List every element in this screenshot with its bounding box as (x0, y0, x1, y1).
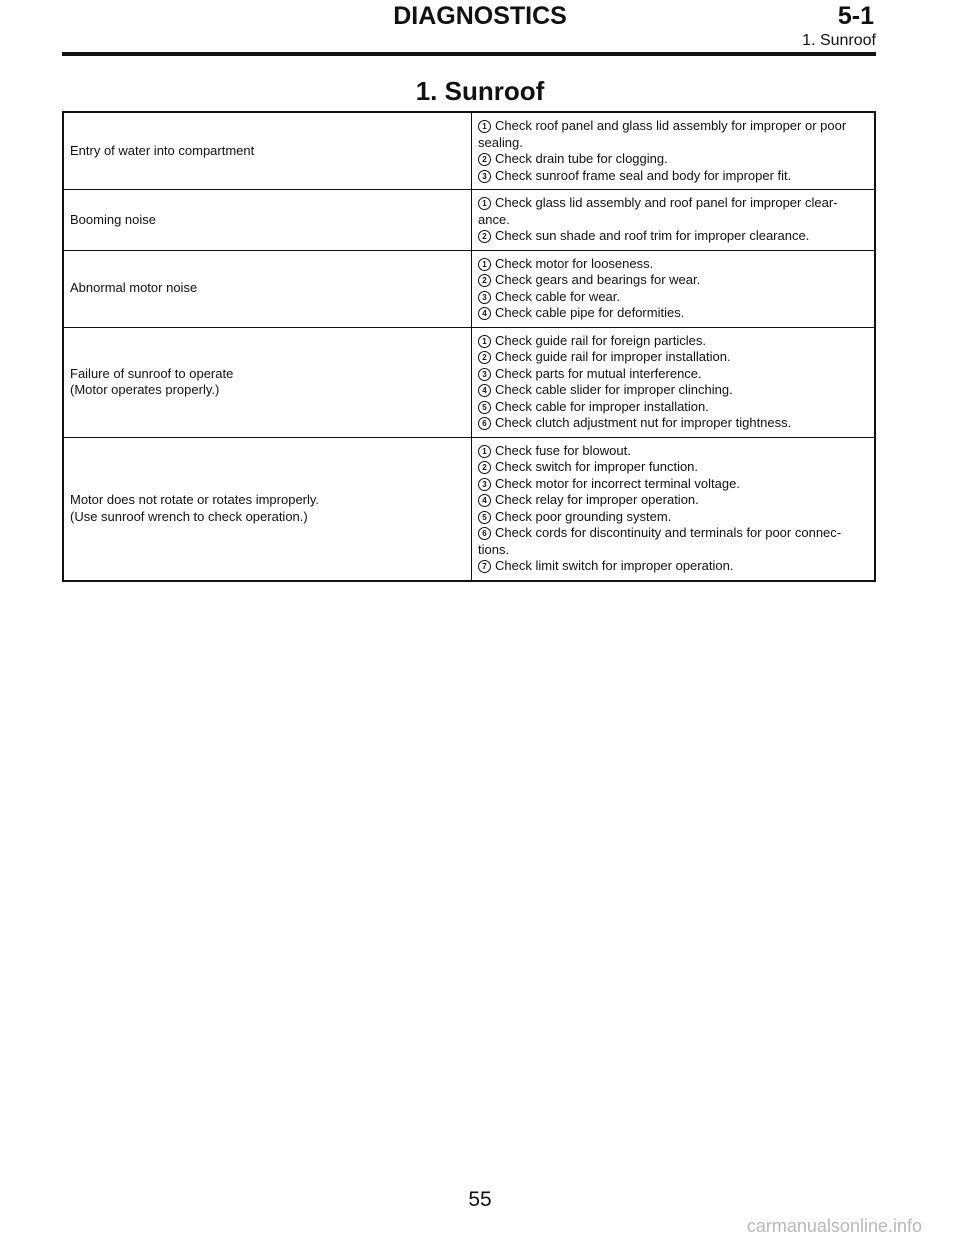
check-item (478, 256, 868, 273)
check-text: Check sunroof frame seal and body for improper fit. (495, 167, 792, 183)
check-item (478, 476, 868, 493)
check-text: Check parts for mutual interference. (495, 365, 702, 381)
check-text: Check cable for improper installation. (495, 398, 709, 414)
step-number-icon: 3 (478, 368, 491, 381)
check-item (478, 349, 868, 366)
symptom-text: (Use sunroof wrench to check operation.) (70, 508, 308, 524)
step-number-icon: 6 (478, 417, 491, 430)
check-item (478, 399, 868, 416)
check-item (478, 151, 868, 168)
step-number-icon: 1 (478, 197, 491, 210)
check-item (478, 459, 868, 476)
check-text: Check glass lid assembly and roof panel for improper clear-ance. (478, 195, 838, 227)
check-text: Check limit switch for improper operation. (495, 558, 734, 573)
check-item (478, 195, 868, 228)
check-text: Check fuse for blowout. (495, 442, 631, 458)
section-number: 5-1 (837, 2, 874, 30)
check-item (478, 382, 868, 399)
check-item (478, 558, 868, 575)
header-rule (62, 52, 876, 56)
symptom-text: (Motor operates properly.) (70, 382, 220, 397)
check-item (478, 228, 868, 245)
check-text: Check guide rail for foreign particles. (495, 332, 706, 348)
check-text: Check switch for improper function. (495, 459, 699, 474)
check-item (478, 366, 868, 383)
check-item (478, 168, 868, 185)
check-text: Check clutch adjustment nut for improper tightness. (495, 415, 792, 430)
symptom-text: Booming noise (70, 211, 156, 227)
check-text: Check cords for discontinuity and terminals for poor connec-tions. (478, 525, 842, 557)
step-number-icon: 1 (478, 120, 491, 133)
check-item (478, 305, 868, 322)
checks-cell (472, 112, 876, 190)
symptom-cell (63, 250, 472, 327)
check-item (478, 415, 868, 432)
page-title: 1. Sunroof (415, 76, 545, 106)
symptom-cell (63, 112, 472, 190)
check-item (478, 333, 868, 350)
step-number-icon: 3 (478, 170, 491, 183)
symptom-text: Abnormal motor noise (70, 280, 198, 296)
table-row (63, 327, 875, 437)
check-text: Check poor grounding system. (495, 508, 672, 524)
diagnostics-table (62, 111, 876, 582)
step-number-icon: 4 (478, 384, 491, 397)
step-number-icon: 2 (478, 274, 491, 287)
step-number-icon: 3 (478, 291, 491, 304)
check-item (478, 492, 868, 509)
symptom-cell (63, 437, 472, 581)
header-title: DIAGNOSTICS (393, 2, 567, 30)
check-text: Check drain tube for clogging. (495, 151, 668, 166)
check-item (478, 118, 868, 151)
check-item (478, 272, 868, 289)
step-number-icon: 1 (478, 335, 491, 348)
step-number-icon: 4 (478, 494, 491, 507)
step-number-icon: 7 (478, 560, 491, 573)
check-item (478, 525, 868, 558)
check-item (478, 289, 868, 306)
check-text: Check guide rail for improper installation. (495, 349, 731, 364)
check-text: Check sun shade and roof trim for improper clearance. (495, 228, 810, 243)
step-number-icon: 3 (478, 478, 491, 491)
table-row (63, 437, 875, 581)
checks-cell (472, 327, 876, 437)
check-text: Check roof panel and glass lid assembly for improper or poor sealing. (478, 118, 847, 150)
step-number-icon: 2 (478, 351, 491, 364)
step-number-icon: 1 (478, 258, 491, 271)
watermark: carmanualsonline.info (746, 1216, 922, 1236)
step-number-icon: 2 (478, 153, 491, 166)
check-text: Check cable slider for improper clinching. (495, 382, 733, 397)
step-number-icon: 1 (478, 445, 491, 458)
check-text: Check motor for incorrect terminal voltage. (495, 475, 740, 491)
symptom-text: Entry of water into compartment (70, 142, 255, 158)
check-text: Check gears and bearings for wear. (495, 272, 701, 287)
step-number-icon: 5 (478, 401, 491, 414)
table-row (63, 112, 875, 190)
symptom-cell (63, 327, 472, 437)
step-number-icon: 6 (478, 527, 491, 540)
check-text: Check relay for improper operation. (495, 492, 699, 507)
page-number: 55 (468, 1188, 492, 1211)
check-item (478, 509, 868, 526)
check-text: Check cable for wear. (495, 288, 621, 304)
checks-cell (472, 250, 876, 327)
step-number-icon: 2 (478, 230, 491, 243)
step-number-icon: 5 (478, 511, 491, 524)
header-subtitle: 1. Sunroof (802, 32, 876, 49)
check-text: Check motor for looseness. (495, 255, 654, 271)
table-row (63, 190, 875, 251)
check-item (478, 443, 868, 460)
step-number-icon: 4 (478, 307, 491, 320)
symptom-cell (63, 190, 472, 251)
checks-cell (472, 190, 876, 251)
table-row (63, 250, 875, 327)
checks-cell (472, 437, 876, 581)
symptom-text: Failure of sunroof to operate (70, 365, 234, 381)
step-number-icon: 2 (478, 461, 491, 474)
check-text: Check cable pipe for deformities. (495, 305, 685, 320)
symptom-text: Motor does not rotate or rotates improperly. (70, 492, 320, 507)
